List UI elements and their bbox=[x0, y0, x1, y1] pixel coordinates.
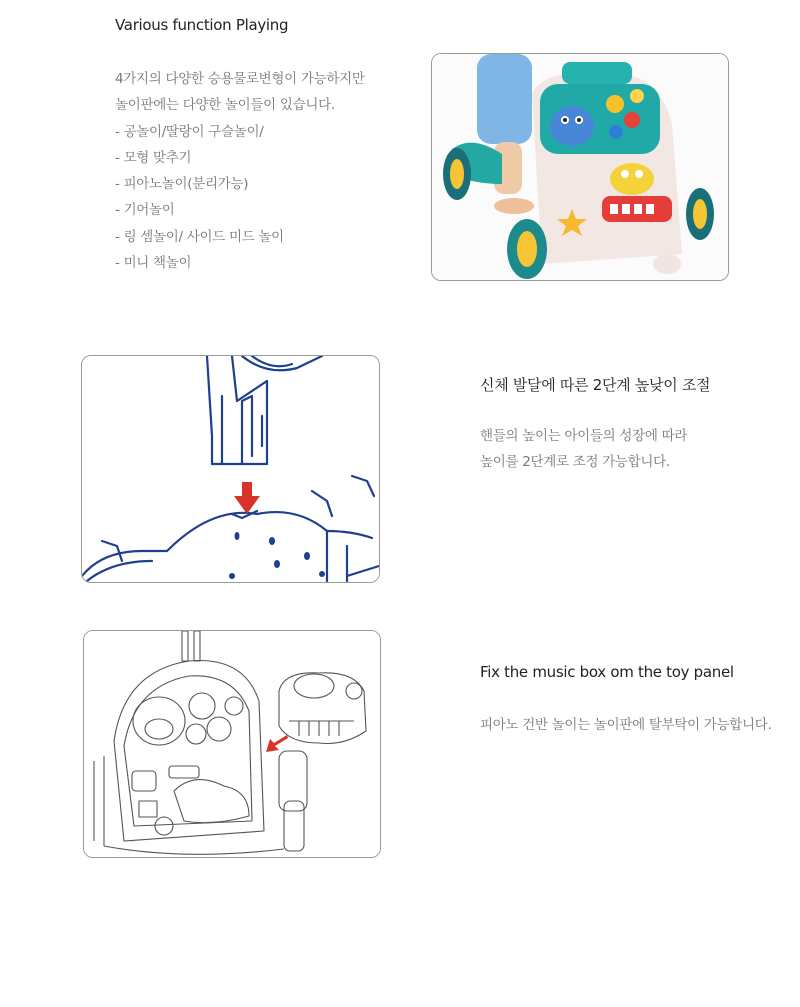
music-box-diagram bbox=[83, 630, 381, 858]
section2-description bbox=[480, 423, 687, 476]
section1-line: - 모형 맞추기 bbox=[115, 149, 192, 166]
section1-description bbox=[115, 66, 365, 276]
section2-line: 핸들의 높이는 아이들의 성장에 따라 bbox=[480, 428, 688, 444]
baby-walker-photo bbox=[431, 53, 729, 281]
section1-line: - 미니 책놀이 bbox=[115, 255, 192, 272]
section1-line: - 피아노놀이(분리가능) bbox=[115, 176, 249, 193]
handle-height-diagram bbox=[81, 355, 380, 583]
section2-title: 신체 발달에 따른 2단계 높낮이 조절 bbox=[480, 376, 711, 394]
section3-title: Fix the music box om the toy panel bbox=[480, 663, 734, 681]
section1-line: - 기어놀이 bbox=[115, 202, 175, 219]
section1-line: - 공놀이/딸랑이 구슬놀이/ bbox=[115, 123, 264, 140]
section1-line: - 링 셈놀이/ 사이드 미드 놀이 bbox=[115, 228, 284, 245]
section1-title: Various function Playing bbox=[115, 16, 289, 34]
section2-line: 높이를 2단계로 조정 가능합니다. bbox=[480, 454, 670, 471]
section3-description bbox=[480, 712, 772, 738]
section1-line: 4가지의 다양한 승용물로변형이 가능하지만 bbox=[115, 71, 365, 87]
section3-line: 피아노 건반 놀이는 놀이판에 탈부탁이 가능합니다. bbox=[480, 717, 772, 733]
section1-line: 놀이판에는 다양한 놀이들이 있습니다. bbox=[115, 97, 335, 114]
